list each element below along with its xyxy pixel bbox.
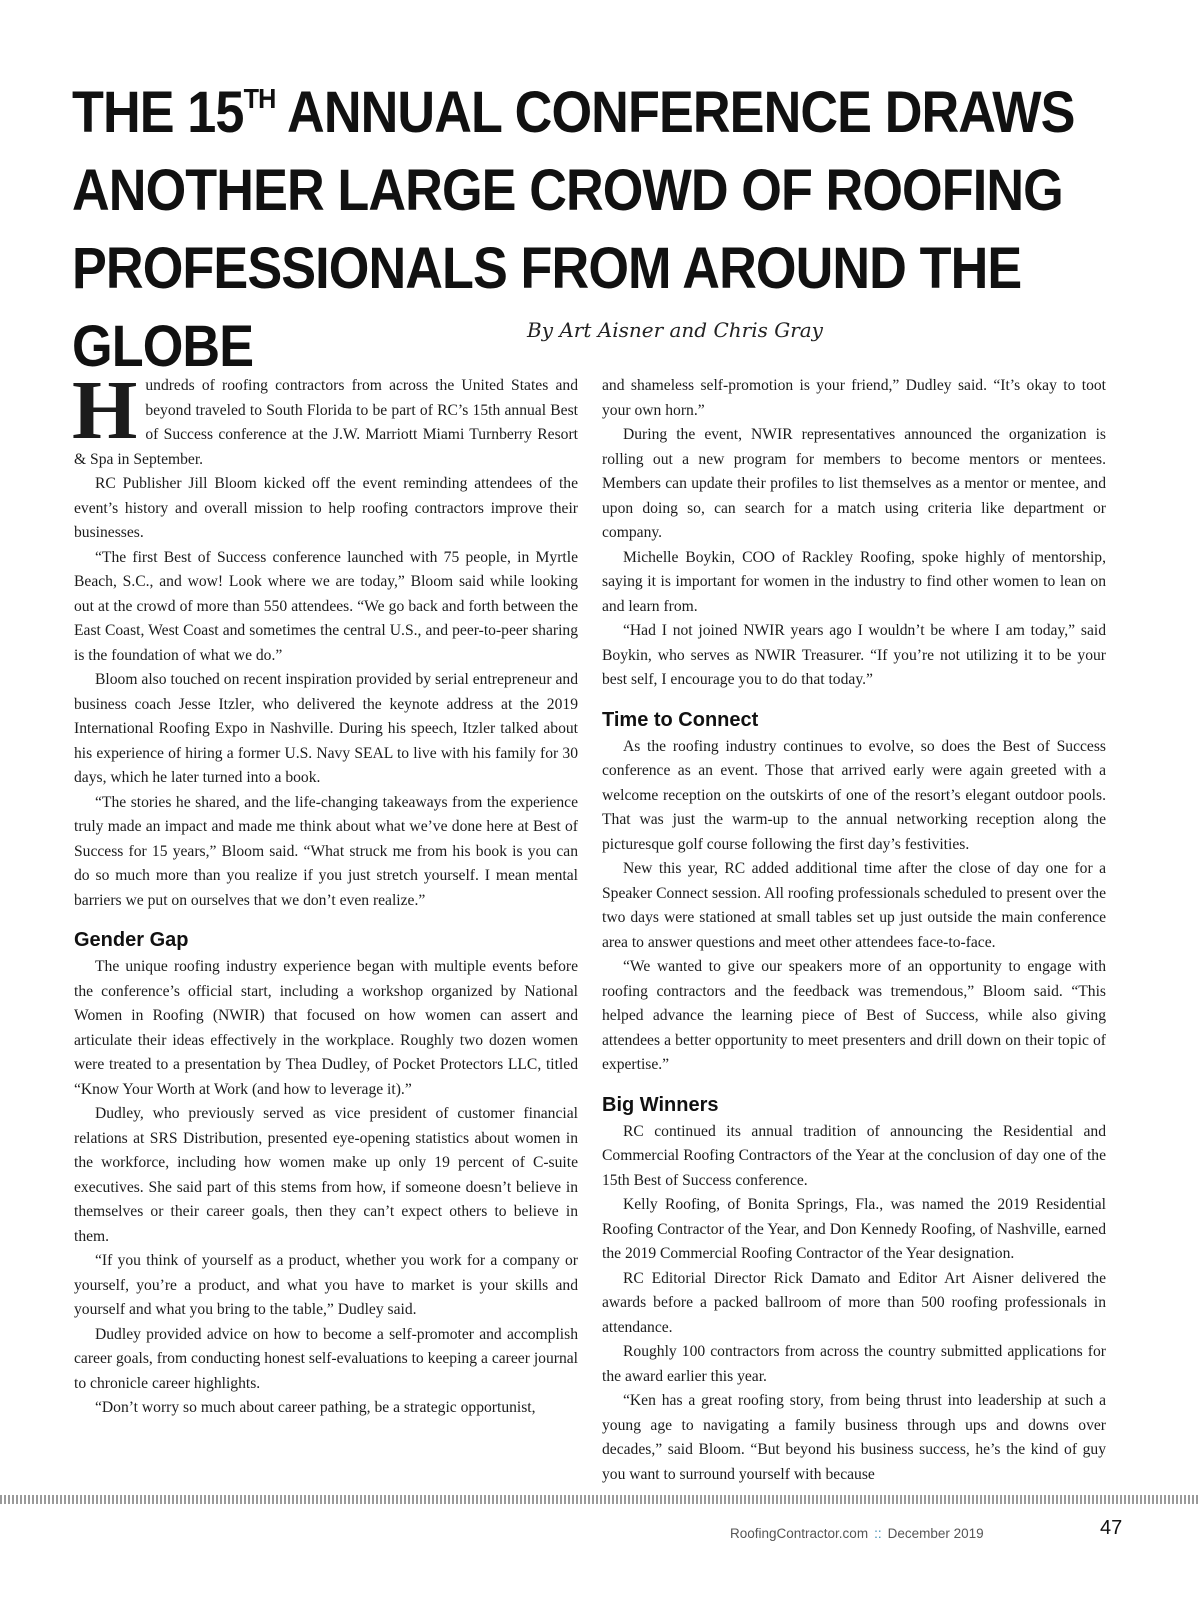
page-number: 47 [1100, 1517, 1123, 1539]
footer-divider [0, 1495, 1200, 1504]
paragraph: RC Editorial Director Rick Damato and Editor Art Aisner delivered the awards before a packed ballroom of more than 500 roofing professionals in attendance. [602, 1269, 1106, 1336]
paragraph: “The stories he shared, and the life-changing takeaways from the experience truly made an impact and made me think about what we’ve done here at Best of Success for 15 years,” Bloom said. “What struck me from his book is you can do so much more than you realize if you just stretch yourself. I mean mental barriers we put on ourselves that we don’t even realize.” [74, 793, 578, 909]
paragraph: As the roofing industry continues to evolve, so does the Best of Success conference as an event. Those that arrived early were again greeted with a welcome reception on the outskirts of one of the resort’s elegant outdoor pools. That was just the warm-up to the annual networking reception along the picturesque golf course following the first day’s festivities. [602, 737, 1106, 853]
paragraph: During the event, NWIR representatives announced the organization is rolling out a new program for members to become mentors or mentees. Members can update their profiles to list themselves as a mentor or mentee, and upon doing so, can search for a match using criteria like department or company. [602, 426, 1106, 541]
paragraph: “Don’t worry so much about career pathing, be a strategic opportunist, [95, 1399, 536, 1416]
paragraph: and shameless self-promotion is your friend,” Dudley said. “It’s okay to toot your own horn.” [602, 377, 1106, 419]
drop-cap: H [72, 364, 138, 457]
paragraph: Roughly 100 contractors from across the country submitted applications for the award earlier this year. [602, 1343, 1106, 1385]
paragraph: New this year, RC added additional time after the close of day one for a Speaker Connect session. All roofing professionals scheduled to present over the two days were stationed at small tables set up just outside the main conference area to answer questions and meet other attendees face-to-face. [602, 860, 1106, 951]
headline-line-1: THE 15TH ANNUAL CONFERENCE DRAWS [72, 80, 1075, 145]
paragraph: “Had I not joined NWIR years ago I wouldn’t be where I am today,” said Boykin, who serves as NWIR Treasurer. “If you’re not utilizing it to be your best self, I encourage you to do that today.” [602, 622, 1106, 688]
footer-site: RoofingContractor.com [730, 1526, 869, 1541]
left-column [72, 364, 578, 1421]
byline: By Art Aisner and Chris Gray [527, 318, 823, 342]
paragraph: Dudley provided advice on how to become a self-promoter and accomplish career goals, from conducting honest self-evaluations to keeping a career journal to chronicle career highlights. [74, 1325, 578, 1392]
paragraph: “We wanted to give our speakers more of an opportunity to engage with roofing contractors and the feedback was tremendous,” Bloom said. “This helped advance the learning piece of Best of Success, while also giving attendees a better opportunity to meet presenters and drill down on their topic of expertise.” [602, 958, 1106, 1073]
paragraph: Dudley, who previously served as vice president of customer financial relations at SRS Distribution, presented eye-opening statistics about women in the workforce, including how women make up only 19 percent of C-suite executives. She said part of this stems from how, if someone doesn’t believe in themselves or their career goals, then they can’t expect others to believe in them. [74, 1105, 578, 1245]
paragraph: Bloom also touched on recent inspiration provided by serial entrepreneur and business coach Jesse Itzler, who delivered the keynote address at the 2019 International Roofing Expo in Nashville. During his speech, Itzler talked about his experience of hiring a former U.S. Navy SEAL to live with his family for 30 days, which he later turned into a book. [74, 671, 578, 786]
paragraph: “The first Best of Success conference launched with 75 people, in Myrtle Beach, S.C., and wow! Look where we are today,” Bloom said while looking out at the crowd of more than 550 attendees. “We go back and forth between the East Coast, West Coast and sometimes the central U.S., and peer-to-peer sharing is the foundation of what we do.” [74, 548, 578, 664]
paragraph: Kelly Roofing, of Bonita Springs, Fla., was named the 2019 Residential Roofing Contractor of the Year, and Don Kennedy Roofing, of Nashville, earned the 2019 Commercial Roofing Contractor of the Year designation. [602, 1196, 1106, 1262]
section-heading-gender-gap: Gender Gap [74, 929, 189, 951]
ordinal-superscript: TH [243, 83, 276, 114]
paragraph: Hundreds of roofing contractors from across the United States and beyond traveled to South Florida to be part of RC’s 15th annual Best of Success conference at the J.W. Marriott Miami Turnberry Resort & Spa in September. [72, 364, 578, 468]
section-heading-big-winners: Big Winners [602, 1093, 719, 1116]
paragraph: The unique roofing industry experience began with multiple events before the conference’s official start, including a workshop organized by National Women in Roofing (NWIR) that focused on how women can assert and articulate their ideas effectively in the workplace. Roughly two dozen women were treated to a presentation by Thea Dudley, of Pocket Protectors LLC, titled “Know Your Worth at Work (and how to leverage it).” [74, 958, 578, 1098]
section-heading-time-to-connect: Time to Connect [602, 708, 759, 731]
footer-site-date [730, 1526, 984, 1541]
paragraph: Michelle Boykin, COO of Rackley Roofing, spoke highly of mentorship, saying it is important for women in the industry to find other women to lean on and learn from. [602, 548, 1106, 615]
paragraph: RC Publisher Jill Bloom kicked off the event reminding attendees of the event’s history and overall mission to help roofing contractors improve their businesses. [74, 475, 578, 541]
headline-line-2: ANOTHER LARGE CROWD OF ROOFING [72, 158, 1063, 223]
right-column [602, 374, 1106, 1487]
headline-line-3: PROFESSIONALS FROM AROUND THE GLOBE [72, 236, 1022, 379]
footer-date: December 2019 [887, 1526, 984, 1541]
footer-separator: :: [874, 1526, 882, 1541]
paragraph: “If you think of yourself as a product, whether you work for a company or yourself, you’re a product, and what you have to market is your skills and yourself and what you bring to the table,” Dudley said. [74, 1252, 578, 1318]
paragraph: “Ken has a great roofing story, from being thrust into leadership at such a young age to navigating a family business through ups and downs over decades,” said Bloom. “But beyond his business success, he’s the kind of guy you want to surround yourself with because [602, 1392, 1106, 1483]
paragraph: RC continued its annual tradition of announcing the Residential and Commercial Roofing Contractors of the Year at the conclusion of day one of the 15th Best of Success conference. [602, 1122, 1106, 1189]
